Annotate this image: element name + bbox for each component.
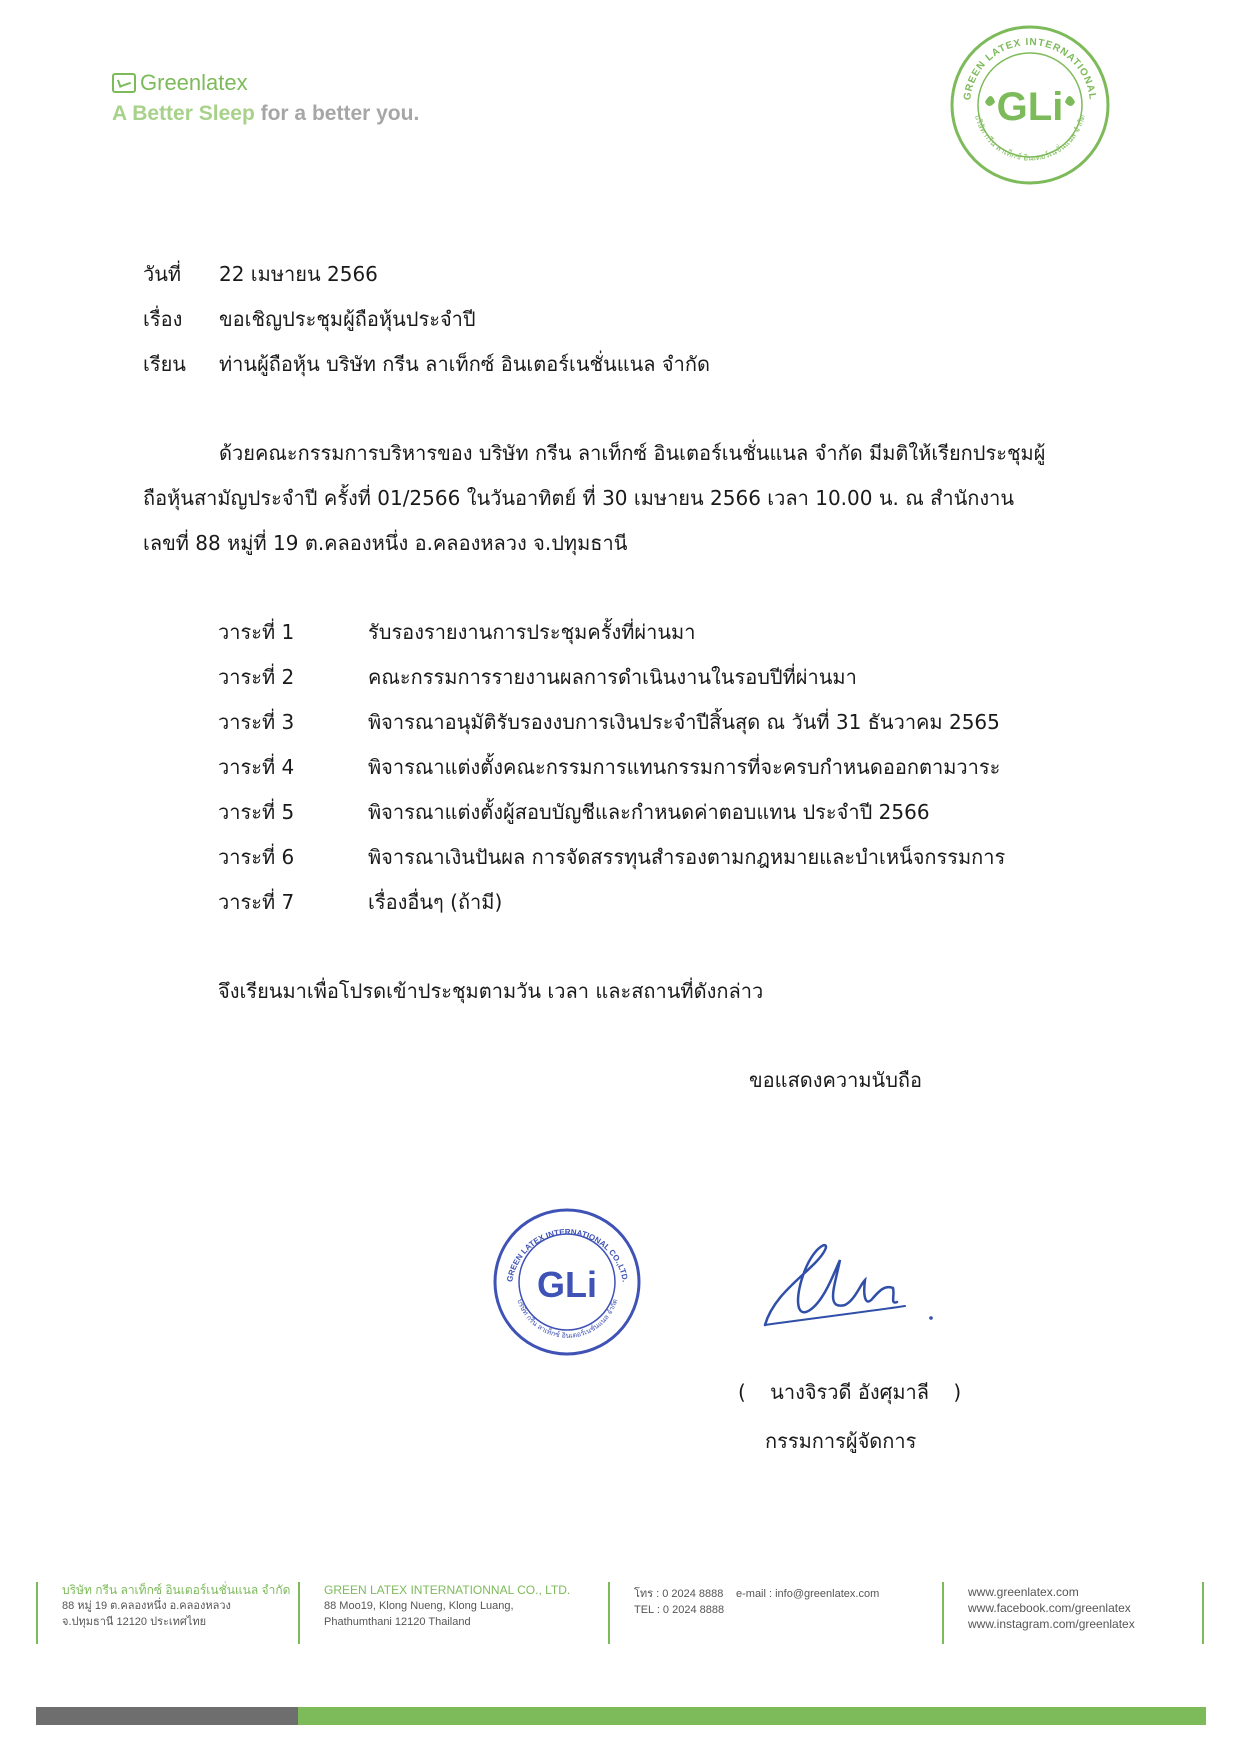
agenda-text: คณะกรรมการรายงานผลการดำเนินงานในรอบปีที่ผ่านมา <box>368 665 857 689</box>
agenda-text: พิจารณาเงินปันผล การจัดสรรทุนสำรองตามกฎหมายและบำเหน็จกรรมการ <box>368 845 1006 869</box>
stamp-arc-text: GREEN LATEX INTERNATIONAL CO.,LTD. <box>505 1227 630 1283</box>
tagline-part2: for a better you. <box>260 102 420 125</box>
seal-center-text: GLi <box>996 85 1064 129</box>
body-paragraph-line-2: ถือหุ้นสามัญประจำปี ครั้งที่ 01/2566 ในวันอาทิตย์ ที่ 30 เมษายน 2566 เวลา 10.00 น. ณ สำนักงาน <box>143 486 1015 510</box>
footer-bar-gray <box>36 1707 298 1725</box>
footer-th-addr1: 88 หมู่ 19 ต.คลองหนึ่ง อ.คลองหลวง <box>62 1600 231 1612</box>
agenda-label: วาระที่ 5 <box>218 800 295 824</box>
agenda-text: พิจารณาอนุมัติรับรองงบการเงินประจำปีสิ้นสุด ณ วันที่ 31 ธันวาคม 2565 <box>368 710 1000 734</box>
agenda-text: รับรองรายงานการประชุมครั้งที่ผ่านมา <box>368 620 696 644</box>
tagline <box>112 102 419 126</box>
footer <box>36 1582 1206 1644</box>
signer-name-line <box>738 1376 961 1408</box>
footer-email[interactable]: e-mail : info@greenlatex.com <box>736 1588 880 1600</box>
date-label: วันที่ <box>143 262 182 286</box>
brand-name: Greenlatex <box>140 70 248 95</box>
footer-tel-th: โทร : 0 2024 8888 <box>634 1588 724 1600</box>
footer-en-company: GREEN LATEX INTERNATIONNAL CO., LTD. <box>324 1583 571 1597</box>
agenda-text: เรื่องอื่นๆ (ถ้ามี) <box>368 890 503 914</box>
company-stamp <box>490 1205 645 1360</box>
handwritten-signature <box>755 1230 955 1340</box>
to-label: เรียน <box>143 352 186 376</box>
body-paragraph-line-3: เลขที่ 88 หมู่ที่ 19 ต.คลองหนึ่ง อ.คลองหลวง จ.ปทุมธานี <box>143 531 628 555</box>
footer-web-link[interactable]: www.greenlatex.com <box>968 1585 1079 1599</box>
footer-thai-address <box>38 1582 324 1644</box>
footer-websites <box>944 1582 1198 1644</box>
footer-web-link[interactable]: www.instagram.com/greenlatex <box>968 1617 1135 1631</box>
footer-english-address <box>300 1582 596 1644</box>
subject-label: เรื่อง <box>143 307 183 331</box>
signer-name: นางจิรวดี อังศุมาลี <box>770 1380 930 1404</box>
agenda-label: วาระที่ 4 <box>218 755 295 779</box>
subject-value: ขอเชิญประชุมผู้ถือหุ้นประจำปี <box>219 307 476 331</box>
footer-en-addr1: 88 Moo19, Klong Nueng, Klong Luang, <box>324 1600 514 1612</box>
agenda-label: วาระที่ 1 <box>218 620 295 644</box>
agenda-label: วาระที่ 2 <box>218 665 295 689</box>
brand-logo <box>112 70 419 96</box>
footer-en-addr2: Phathumthani 12120 Thailand <box>324 1616 471 1628</box>
signer-title: กรรมการผู้จัดการ <box>765 1429 917 1453</box>
footer-divider <box>1202 1582 1204 1644</box>
body-paragraph-line-1: ด้วยคณะกรรมการบริหารของ บริษัท กรีน ลาเท็กซ์ อินเตอร์เนชั่นแนล จำกัด มีมติให้เรียกประชุมผู้ <box>219 441 1046 465</box>
footer-tel-en: TEL : 0 2024 8888 <box>634 1604 725 1616</box>
brand-mark-icon <box>112 73 136 93</box>
stamp-center-text: GLi <box>537 1264 597 1305</box>
footer-bar-green <box>298 1707 1206 1725</box>
footer-phone <box>610 1582 754 1644</box>
stamp-arc-text-bottom: บริษัท กรีน ลาเท็กซ์ อินเตอร์เนชั่นแนล จำกัด <box>515 1298 620 1340</box>
closing-text: ขอแสดงความนับถือ <box>749 1068 923 1092</box>
tagline-part1: A Better Sleep <box>112 102 255 125</box>
signer-close-paren: ) <box>953 1380 962 1404</box>
agenda-label: วาระที่ 6 <box>218 845 295 869</box>
agenda-label: วาระที่ 7 <box>218 890 295 914</box>
signer-open-paren: ( <box>738 1380 746 1404</box>
seal-arc-text-bottom: บริษัท กรีน ลาเท็กซ์ อินเตอร์เนชั่นแนล จำกัด <box>973 113 1087 163</box>
agenda-text: พิจารณาแต่งตั้งผู้สอบบัญชีและกำหนดค่าตอบแทน ประจำปี 2566 <box>368 800 930 824</box>
agenda-text: พิจารณาแต่งตั้งคณะกรรมการแทนกรรมการที่จะครบกำหนดออกตามวาระ <box>368 755 1001 779</box>
footer-email-col <box>736 1582 926 1644</box>
to-value: ท่านผู้ถือหุ้น บริษัท กรีน ลาเท็กซ์ อินเตอร์เนชั่นแนล จำกัด <box>219 352 710 376</box>
footer-th-addr2: จ.ปทุมธานี 12120 ประเทศไทย <box>62 1616 207 1628</box>
footer-web-link[interactable]: www.facebook.com/greenlatex <box>968 1601 1131 1615</box>
date-value: 22 เมษายน 2566 <box>219 262 378 286</box>
agenda-label: วาระที่ 3 <box>218 710 295 734</box>
invitation-text: จึงเรียนมาเพื่อโปรดเข้าประชุมตามวัน เวลา และสถานที่ดังกล่าว <box>218 979 764 1003</box>
footer-th-company: บริษัท กรีน ลาเท็กซ์ อินเตอร์เนชั่นแนล จำกัด <box>62 1583 291 1597</box>
seal-arc-text: GREEN LATEX INTERNATIONAL <box>962 36 1098 101</box>
gli-logo-seal <box>945 20 1115 190</box>
brand-header <box>112 70 419 126</box>
